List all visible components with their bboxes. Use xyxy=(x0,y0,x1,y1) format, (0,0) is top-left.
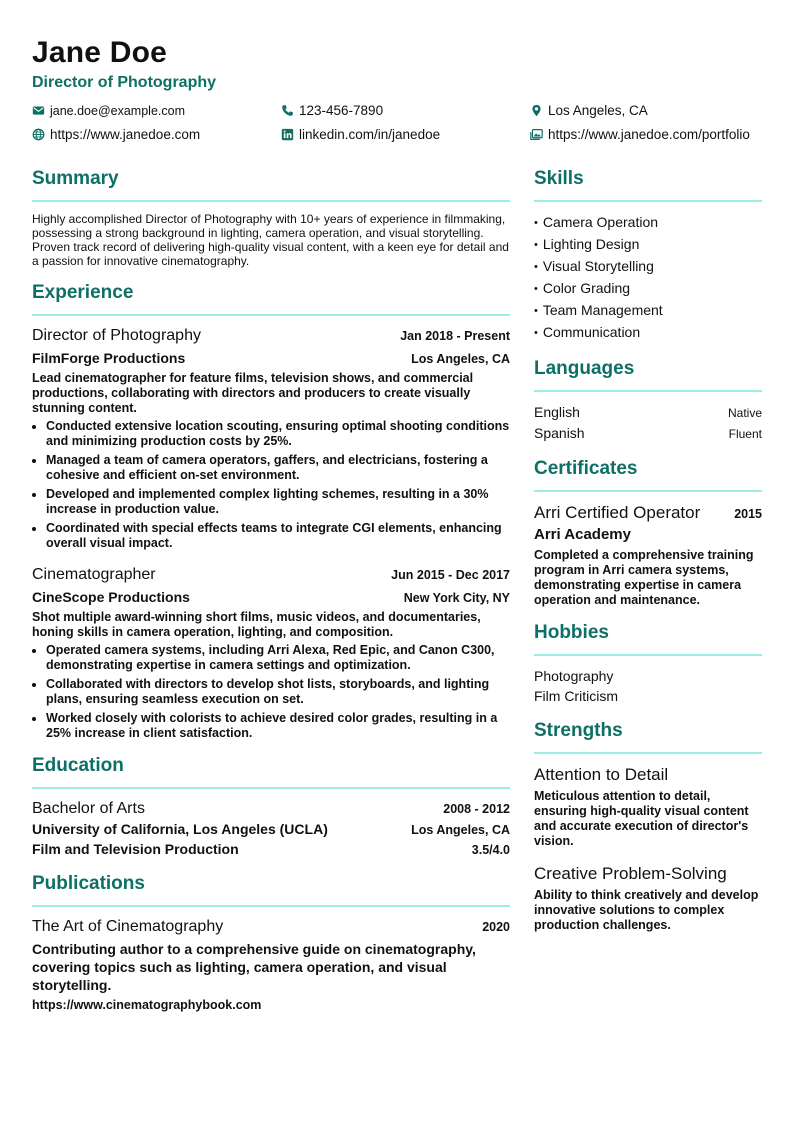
contact-portfolio[interactable] xyxy=(530,125,770,144)
section-heading: Languages xyxy=(534,358,635,379)
contact-phone-text: 123-456-7890 xyxy=(299,103,384,118)
strength-title: Creative Problem-Solving xyxy=(534,864,727,883)
skill-item: • Color Grading xyxy=(534,278,762,300)
section-divider xyxy=(32,314,510,316)
achievement-item: • Operated camera systems, including Arri Alexa, Red Epic, and Canon C300, demonstrating expertise in camera settings and optimization. xyxy=(46,643,510,673)
contact-location xyxy=(530,101,770,120)
contact-linkedin[interactable] xyxy=(281,125,530,144)
resume-columns xyxy=(32,168,762,1026)
achievement-item: • Worked closely with colorists to achieve desired color grades, resulting in a 25% increase in client satisfaction. xyxy=(46,711,510,741)
education-degree: Bachelor of Arts xyxy=(32,800,145,817)
certificate-org: Arri Academy xyxy=(534,526,631,543)
left-column xyxy=(32,168,510,1026)
experience-section xyxy=(32,282,510,741)
candidate-name: Jane Doe xyxy=(32,36,167,69)
contact-website-text: https://www.janedoe.com xyxy=(50,127,201,142)
certificate-year: 2015 xyxy=(734,507,762,521)
skill-item: • Camera Operation xyxy=(534,212,762,234)
globe-icon xyxy=(32,128,45,141)
section-divider xyxy=(32,200,510,202)
section-heading: Experience xyxy=(32,282,134,303)
section-heading: Strengths xyxy=(534,720,623,741)
section-heading: Summary xyxy=(32,168,119,189)
achievement-item: • Conducted extensive location scouting, ensuring optimal shooting conditions and minimizing production costs by 25%. xyxy=(46,419,510,449)
contact-phone[interactable] xyxy=(281,101,530,120)
job-achievements xyxy=(32,419,510,551)
section-heading: Skills xyxy=(534,168,584,189)
language-name: English xyxy=(534,404,580,420)
location-icon xyxy=(530,104,543,117)
section-divider xyxy=(534,490,762,492)
contact-portfolio-text: https://www.janedoe.com/portfolio xyxy=(548,127,750,142)
skill-item: • Team Management xyxy=(534,300,762,322)
section-divider xyxy=(534,752,762,754)
education-dates: 2008 - 2012 xyxy=(443,802,510,816)
publications-section xyxy=(32,873,510,1012)
publication-link[interactable]: https://www.cinematographybook.com xyxy=(32,998,262,1012)
section-divider xyxy=(32,905,510,907)
section-divider xyxy=(534,200,762,202)
certificate-name: Arri Certified Operator xyxy=(534,503,701,522)
job-company: FilmForge Productions xyxy=(32,350,186,366)
education-field: Film and Television Production xyxy=(32,841,239,857)
achievement-item: • Developed and implemented complex lighting schemes, resulting in a 30% increase in production value. xyxy=(46,487,510,517)
skills-list xyxy=(534,212,762,344)
achievement-item: • Collaborated with directors to develop shot lists, storyboards, and lighting plans, ensuring seamless execution on set. xyxy=(46,677,510,707)
language-item xyxy=(534,402,762,423)
summary-section xyxy=(32,168,510,268)
phone-icon xyxy=(281,104,294,117)
job-role: Director of Photography xyxy=(32,327,201,344)
section-heading: Education xyxy=(32,755,124,776)
publication-title: The Art of Cinematography xyxy=(32,918,224,935)
job-location: Los Angeles, CA xyxy=(411,352,510,366)
section-heading: Publications xyxy=(32,873,145,894)
contact-linkedin-text: linkedin.com/in/janedoe xyxy=(299,127,441,142)
education-school: University of California, Los Angeles (UCLA) xyxy=(32,821,328,837)
language-name: Spanish xyxy=(534,425,585,441)
experience-entry xyxy=(32,326,510,551)
section-divider xyxy=(534,654,762,656)
job-location: New York City, NY xyxy=(403,591,510,605)
email-icon xyxy=(32,104,45,117)
certificates-section xyxy=(534,458,762,608)
job-achievements xyxy=(32,643,510,741)
skill-item: • Lighting Design xyxy=(534,234,762,256)
strength-description: Ability to think creatively and develop innovative solutions to complex production challenges. xyxy=(534,888,759,932)
hobby-item: Photography xyxy=(534,668,614,684)
contact-location-text: Los Angeles, CA xyxy=(548,103,648,118)
certificate-description: Completed a comprehensive training program in Arri camera systems, demonstrating expertise in camera operation and maintenance. xyxy=(534,548,754,607)
candidate-title: Director of Photography xyxy=(32,74,217,91)
contact-info xyxy=(32,101,762,144)
experience-entry xyxy=(32,565,510,741)
strengths-section xyxy=(534,720,762,933)
hobby-item: Film Criticism xyxy=(534,688,618,704)
contact-email-text: jane.doe@example.com xyxy=(50,103,185,118)
achievement-item: • Coordinated with special effects teams to integrate CGI elements, enhancing overall visual impact. xyxy=(46,521,510,551)
section-heading: Hobbies xyxy=(534,622,609,643)
publication-year: 2020 xyxy=(482,920,510,934)
job-description: Lead cinematographer for feature films, television shows, and commercial productions, collaborating with directors and producers to create visually stunning content. xyxy=(32,371,474,415)
achievement-item: • Managed a team of camera operators, gaffers, and electricians, fostering a cohesive and efficient on-set environment. xyxy=(46,453,510,483)
job-description: Shot multiple award-winning short films, music videos, and documentaries, honing skills in camera operation, lighting, and composition. xyxy=(32,610,481,639)
language-level: Native xyxy=(727,406,762,420)
language-level: Fluent xyxy=(728,427,762,441)
education-gpa: 3.5/4.0 xyxy=(471,843,510,857)
contact-email[interactable] xyxy=(32,101,281,120)
linkedin-icon xyxy=(281,128,294,141)
publication-description: Contributing author to a comprehensive guide on cinematography, covering topics such as lighting, camera operation, and visual storytelling. xyxy=(32,941,476,993)
skill-item: • Visual Storytelling xyxy=(534,256,762,278)
languages-section xyxy=(534,358,762,444)
hobbies-section xyxy=(534,622,762,706)
language-item xyxy=(534,423,762,444)
skills-section xyxy=(534,168,762,344)
summary-text: Highly accomplished Director of Photography with 10+ years of experience in filmmaking, possessing a strong background in lighting, camera operation, and visual storytelling. Proven track record of delivering high-quality visual content, with a keen eye for detail and a passion for innovative cinematography. xyxy=(32,212,509,268)
strength-title: Attention to Detail xyxy=(534,765,669,784)
right-column xyxy=(534,168,762,1026)
contact-website[interactable] xyxy=(32,125,281,144)
job-role: Cinematographer xyxy=(32,566,156,583)
strength-description: Meticulous attention to detail, ensuring high-quality visual content and accurate execution of director's vision. xyxy=(534,789,749,848)
job-company: CineScope Productions xyxy=(32,589,190,605)
education-location: Los Angeles, CA xyxy=(411,823,510,837)
skill-item: • Communication xyxy=(534,322,762,344)
job-dates: Jan 2018 - Present xyxy=(400,329,510,343)
section-divider xyxy=(32,787,510,789)
section-heading: Certificates xyxy=(534,458,638,479)
job-dates: Jun 2015 - Dec 2017 xyxy=(391,568,510,582)
education-section xyxy=(32,755,510,859)
portfolio-icon xyxy=(530,128,543,141)
section-divider xyxy=(534,390,762,392)
